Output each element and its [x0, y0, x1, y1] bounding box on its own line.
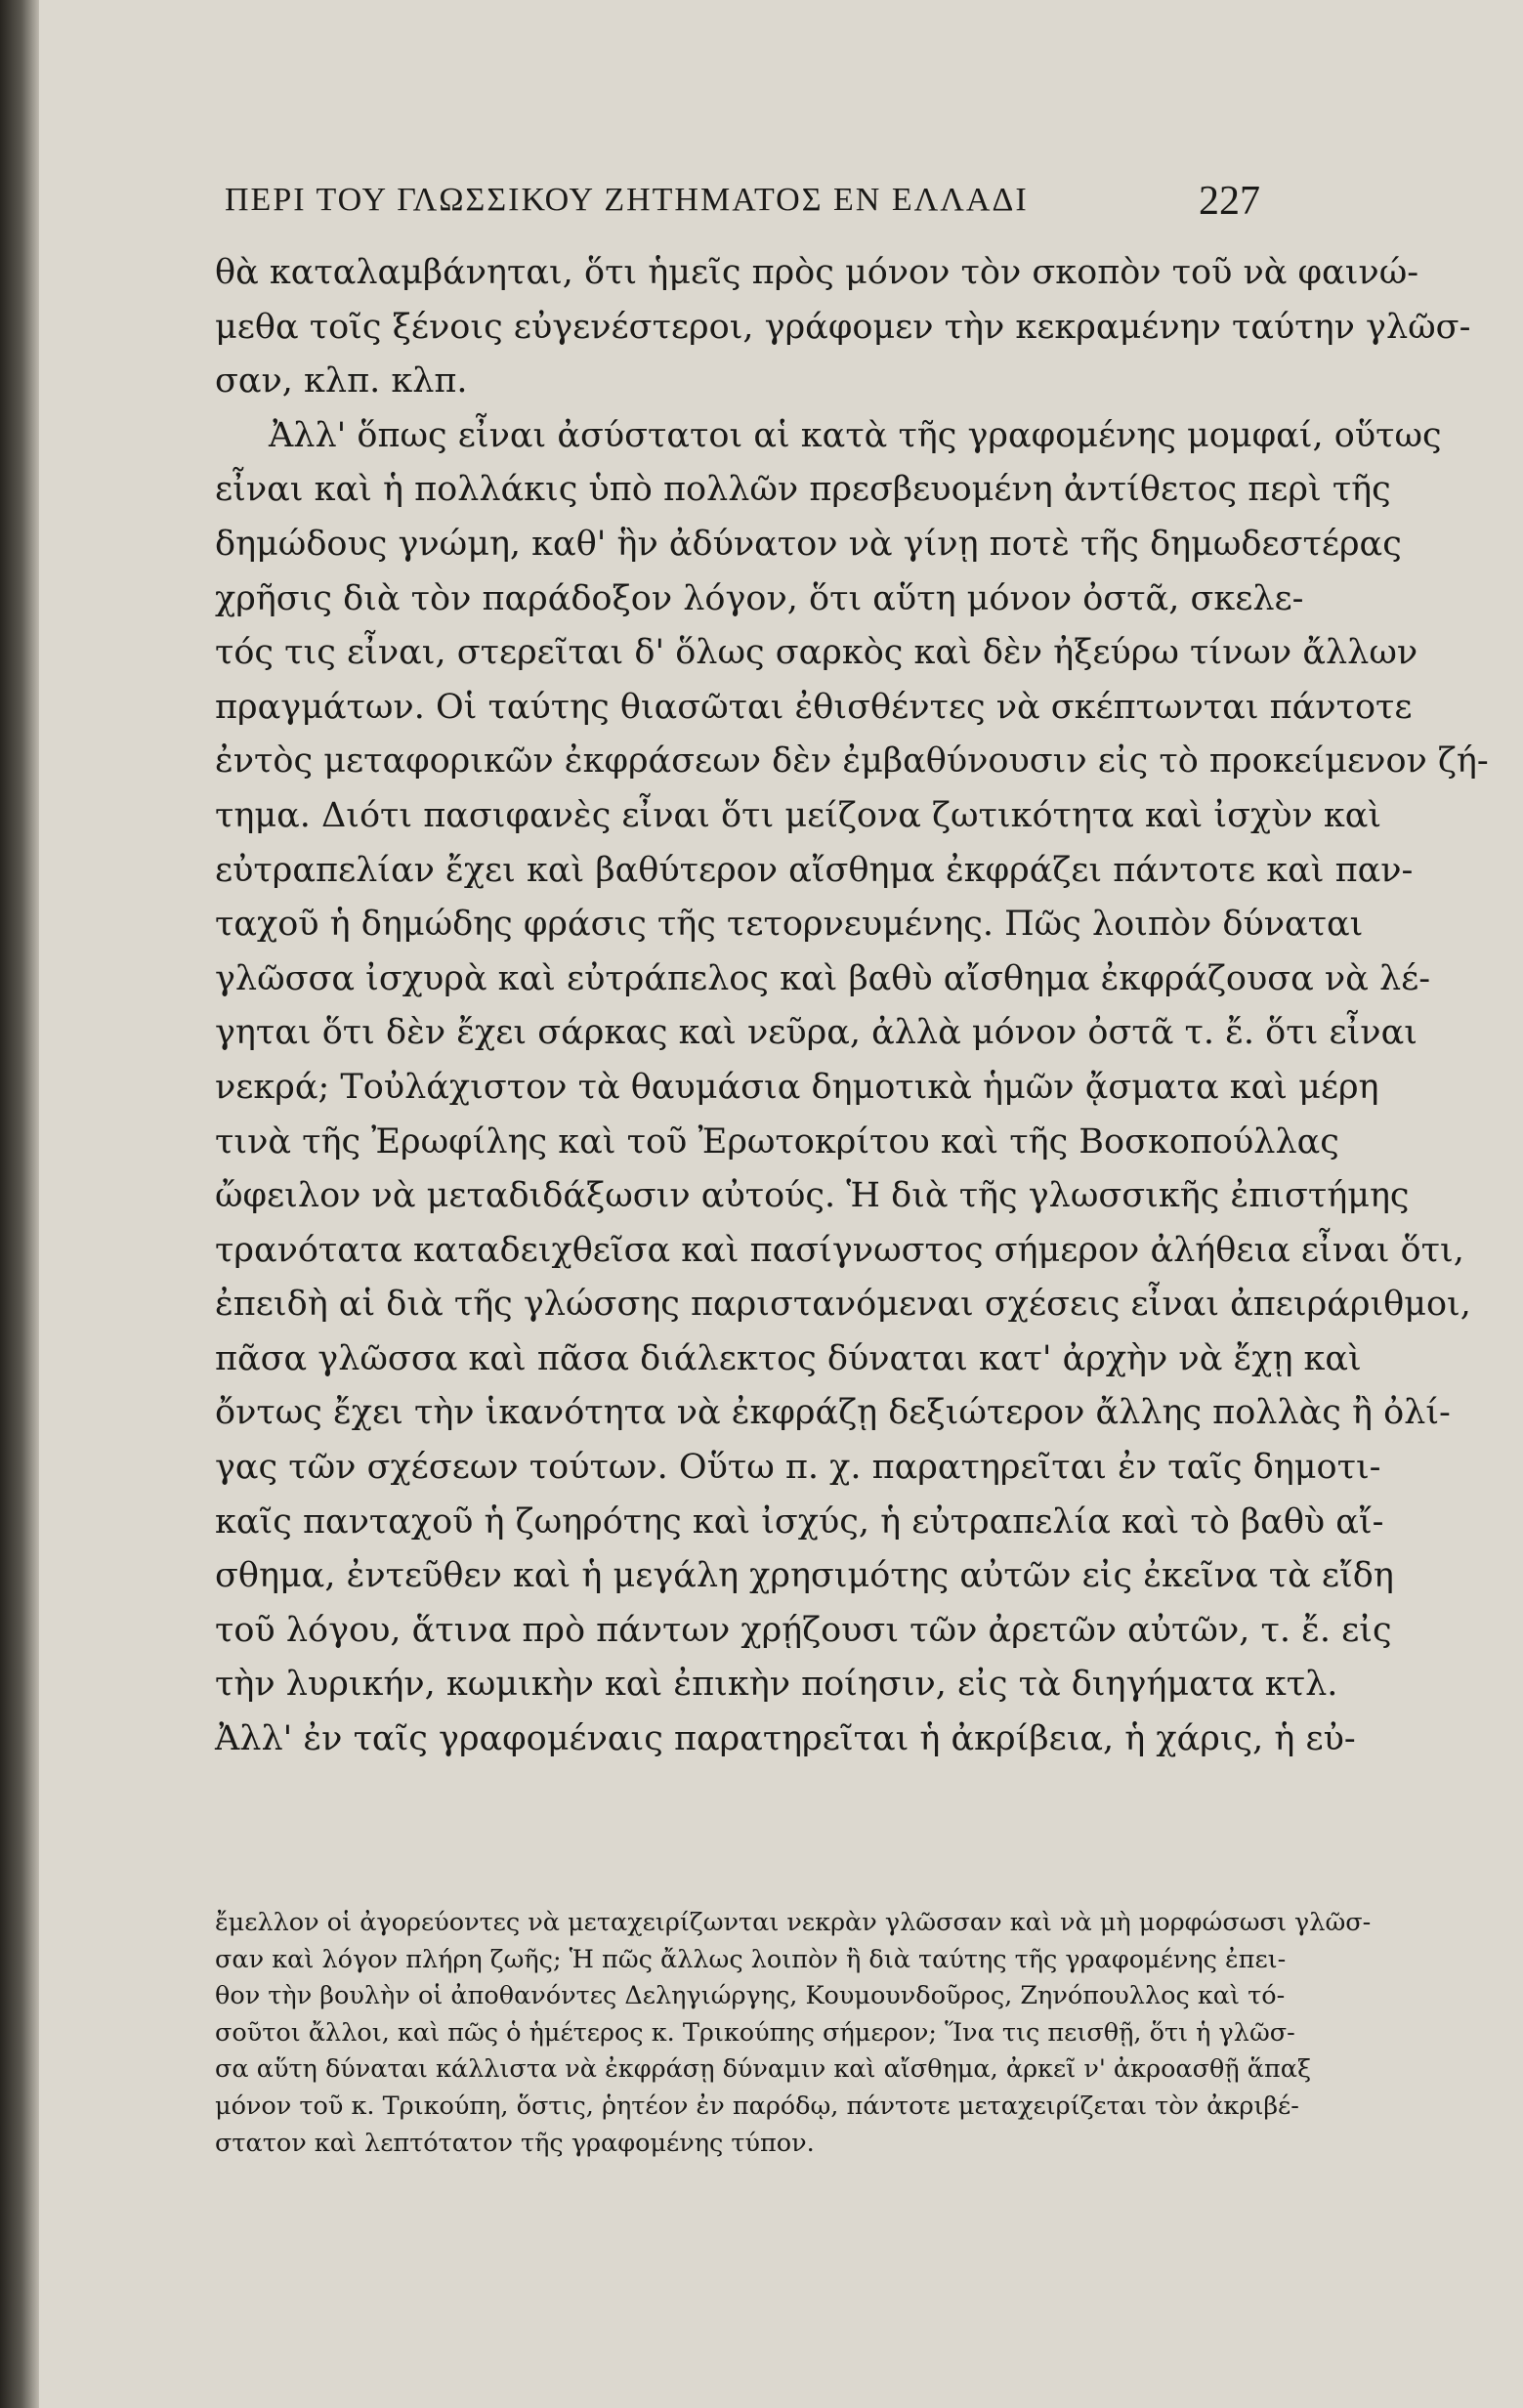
body-line: ἐπειδὴ αἱ διὰ τῆς γλώσσης παριστανόμεναι σχέσεις εἶναι ἀπειράριθμοι, — [215, 1285, 1471, 1325]
body-line: τοῦ λόγου, ἅτινα πρὸ πάντων χρῄζουσι τῶν ἀρετῶν αὐτῶν, τ. ἔ. εἰς — [215, 1610, 1392, 1650]
footnote-line: σα αὕτη δύναται κάλλιστα νὰ ἐκφράσῃ δύναμιν καὶ αἴσθημα, ἀρκεῖ ν' ἀκροασθῇ ἅπαξ — [215, 2054, 1312, 2085]
body-line: πραγμάτων. Οἱ ταύτης θιασῶται ἐθισθέντες νὰ σκέπτωνται πάντοτε — [215, 687, 1413, 727]
footnote-line: στατον καὶ λεπτότατον τῆς γραφομένης τύπον. — [215, 2128, 815, 2158]
footnote-line: ἔμελλον οἱ ἀγορεύοντες νὰ μεταχειρίζωνται νεκρὰν γλῶσσαν καὶ νὰ μὴ μορφώσωσι γλῶσ- — [215, 1908, 1372, 1937]
body-line: γας τῶν σχέσεων τούτων. Οὕτω π. χ. παρατηρεῖται ἐν ταῖς δημοτι- — [215, 1448, 1381, 1488]
body-line: θὰ καταλαμβάνηται, ὅτι ἡμεῖς πρὸς μόνον τὸν σκοπὸν τοῦ νὰ φαινώ- — [215, 253, 1419, 292]
footnote-line: μόνον τοῦ κ. Τρικούπη, ὅστις, ῥητέον ἐν παρόδῳ, πάντοτε μεταχειρίζεται τὸν ἀκριβέ- — [215, 2091, 1299, 2121]
body-line: νεκρά; Τοὐλάχιστον τὰ θαυμάσια δημοτικὰ ἡμῶν ᾄσματα καὶ μέρη — [215, 1067, 1379, 1107]
body-line: τρανότατα καταδειχθεῖσα καὶ πασίγνωστος σήμερον ἀλήθεια εἶναι ὅτι, — [215, 1230, 1464, 1270]
body-line: μεθα τοῖς ξένοις εὐγενέστεροι, γράφομεν τὴν κεκραμένην ταύτην γλῶσ- — [215, 307, 1471, 347]
body-line: τημα. Διότι πασιφανὲς εἶναι ὅτι μείζονα ζωτικότητα καὶ ἰσχὺν καὶ — [215, 795, 1382, 835]
body-line: εἶναι καὶ ἡ πολλάκις ὑπὸ πολλῶν πρεσβευομένη ἀντίθετος περὶ τῆς — [215, 470, 1391, 510]
page-number: 227 — [1199, 179, 1260, 224]
footnote-line: σαν καὶ λόγον πλήρη ζωῆς; Ἡ πῶς ἄλλως λοιπὸν ἢ διὰ ταύτης τῆς γραφομένης ἐπει- — [215, 1944, 1287, 1974]
body-line: σαν, κλπ. κλπ. — [215, 361, 468, 401]
footnote-line: θον τὴν βουλὴν οἱ ἀποθανόντες Δεληγιώργης, Κουμουνδοῦρος, Ζηνόπουλλος καὶ τό- — [215, 1981, 1286, 2011]
body-line: Ἀλλ' ἐν ταῖς γραφομέναις παρατηρεῖται ἡ ἀκρίβεια, ἡ χάρις, ἡ εὐ- — [215, 1719, 1356, 1759]
body-line: γηται ὅτι δὲν ἔχει σάρκας καὶ νεῦρα, ἀλλὰ μόνον ὀστᾶ τ. ἔ. ὅτι εἶναι — [215, 1013, 1417, 1053]
footnote-block — [215, 1905, 1372, 2162]
body-line: σθημα, ἐντεῦθεν καὶ ἡ μεγάλη χρησιμότης αὐτῶν εἰς ἐκεῖνα τὰ εἴδη — [215, 1556, 1394, 1596]
book-page — [39, 0, 1523, 2408]
body-line: χρῆσις διὰ τὸν παράδοξον λόγον, ὅτι αὕτη μόνον ὀστᾶ, σκελε- — [215, 578, 1304, 618]
body-line: ταχοῦ ἡ δημώδης φράσις τῆς τετορνευμένης. Πῶς λοιπὸν δύναται — [215, 905, 1364, 945]
body-line: δημώδους γνώμη, καθ' ἣν ἀδύνατον νὰ γίνῃ ποτὲ τῆς δημωδεστέρας — [215, 524, 1402, 564]
body-line: Ἀλλ' ὅπως εἶναι ἀσύστατοι αἱ κατὰ τῆς γραφομένης μομφαί, οὕτως — [269, 415, 1442, 455]
body-line: ὤφειλον νὰ μεταδιδάξωσιν αὐτούς. Ἡ διὰ τῆς γλωσσικῆς ἐπιστήμης — [215, 1176, 1410, 1216]
body-line: τὴν λυρικήν, κωμικὴν καὶ ἐπικὴν ποίησιν, εἰς τὰ διηγήματα κτλ. — [215, 1665, 1338, 1705]
footnote-line: σοῦτοι ἄλλοι, καὶ πῶς ὁ ἡμέτερος κ. Τρικούπης σήμερον; Ἵνα τις πεισθῇ, ὅτι ἡ γλῶσ- — [215, 2017, 1295, 2048]
scan-binding-shadow — [0, 0, 39, 2408]
body-line: ἐντὸς μεταφορικῶν ἐκφράσεων δὲν ἐμβαθύνουσιν εἰς τὸ προκείμενον ζή- — [215, 741, 1489, 782]
body-line: εὐτραπελίαν ἔχει καὶ βαθύτερον αἴσθημα ἐκφράζει πάντοτε καὶ παν- — [215, 850, 1414, 890]
body-line: γλῶσσα ἰσχυρὰ καὶ εὐτράπελος καὶ βαθὺ αἴσθημα ἐκφράζουσα νὰ λέ- — [215, 958, 1431, 998]
body-text — [215, 246, 1489, 1767]
body-line: ὄντως ἔχει τὴν ἱκανότητα νὰ ἐκφράζῃ δεξιώτερον ἄλλης πολλὰς ἢ ὀλί- — [215, 1393, 1451, 1433]
body-line: τός τις εἶναι, στερεῖται δ' ὅλως σαρκὸς καὶ δὲν ἠξεύρω τίνων ἄλλων — [215, 633, 1418, 673]
body-line: καῖς πανταχοῦ ἡ ζωηρότης καὶ ἰσχύς, ἡ εὐτραπελία καὶ τὸ βαθὺ αἴ- — [215, 1501, 1384, 1542]
body-line: πᾶσα γλῶσσα καὶ πᾶσα διάλεκτος δύναται κατ' ἀρχὴν νὰ ἔχῃ καὶ — [215, 1338, 1362, 1378]
page-header — [225, 178, 1260, 236]
body-line: τινὰ τῆς Ἐρωφίλης καὶ τοῦ Ἐρωτοκρίτου καὶ τῆς Βοσκοπούλλας — [215, 1121, 1339, 1162]
running-head: ΠΕΡΙ ΤΟΥ ΓΛΩΣΣΙΚΟΥ ΖΗΤΗΜΑΤΟΣ ΕΝ ΕΛΛΑΔΙ — [225, 182, 1029, 218]
